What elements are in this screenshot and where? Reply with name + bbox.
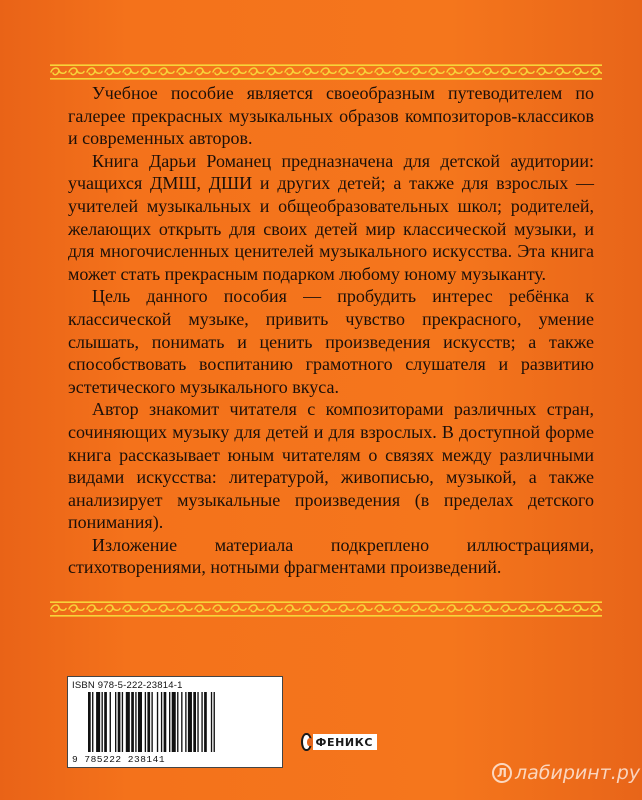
- watermark: [492, 762, 640, 784]
- watermark-text: лабиринт.ру: [515, 762, 641, 784]
- paragraph-5: Изложение материала подкреплено иллюстрациями, стихотворениями, нотными фрагментами произведений.: [68, 534, 594, 578]
- publisher-name: ФЕНИКС: [313, 734, 378, 750]
- paragraph-2: Книга Дарьи Романец предназначена для детской аудитории: учащихся ДМШ, ДШИ и других детей; а также для взрослых — учителей музыкальных и общеобразовательных школ; родителей, желающих открыть для своих детей мир классической музыки, и для многочисленных ценителей музыкального искусства. Эта книга может стать прекрасным подарком любому юному музыканту.: [68, 150, 594, 284]
- paragraph-4: Автор знакомит читателя с композиторами различных стран, сочиняющих музыку для детей и для взрослых. В доступной форме книга рассказывает юным читателям о связях между различными видами искусства: литературой, живописью, музыкой, а также анализирует музыкальные произведения (в пределах детского понимания).: [68, 399, 594, 533]
- barcode-digits: 9 785222 238141: [72, 754, 166, 765]
- isbn-label: ISBN 978-5-222-23814-1: [72, 680, 183, 691]
- barcode-icon: [86, 692, 274, 752]
- paragraph-3: Цель данного пособия — пробудить интерес ребёнка к классической музыке, привить чувство прекрасного, умение слышать, понимать и ценить произведения искусств; а также способствовать воспитанию грамотного слушателя и развитию эстетического музыкального вкуса.: [68, 286, 594, 397]
- paragraph-1: Учебное пособие является своеобразным путеводителем по галерее прекрасных музыкальных образов композиторов-классиков и современных авторов.: [68, 83, 594, 149]
- isbn-barcode-box: [67, 676, 283, 768]
- description-text: [68, 82, 594, 579]
- publisher-logo: [301, 731, 377, 753]
- labirint-logo-icon: Л: [492, 763, 512, 783]
- bottom-ornament-border: [50, 601, 602, 617]
- top-ornament-border: [50, 64, 602, 80]
- phoenix-logo-icon: [301, 733, 312, 751]
